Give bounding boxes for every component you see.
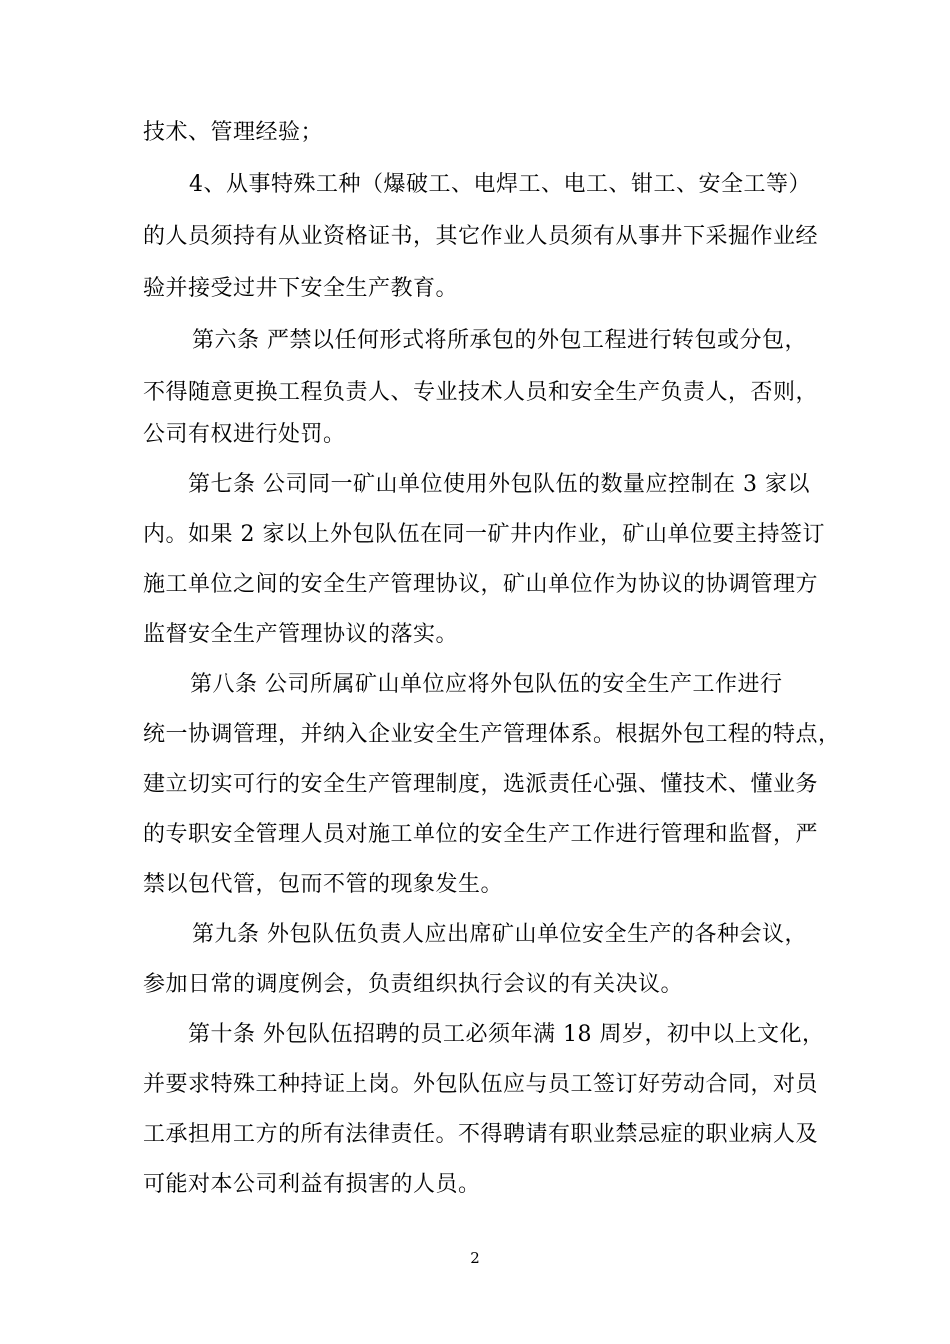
page-number: 2 [470, 1249, 480, 1267]
text-line: 第八条 公司所属矿山单位应将外包队伍的安全生产工作进行 [190, 672, 783, 697]
text-line: 的专职安全管理人员对施工单位的安全生产工作进行管理和监督，严 [143, 822, 819, 847]
text-line: 并要求特殊工种持证上岗。外包队伍应与员工签订好劳动合同，对员 [143, 1072, 819, 1097]
text-line: 第九条 外包队伍负责人应出席矿山单位安全生产的各种会议， [192, 922, 807, 947]
text-line: 可能对本公司利益有损害的人员。 [143, 1172, 481, 1197]
text-line: 4、从事特殊工种（爆破工、电焊工、电工、钳工、安全工等） [189, 172, 811, 197]
text-line: 统一协调管理，并纳入企业安全生产管理体系。根据外包工程的特点， [143, 722, 841, 747]
text-line: 第十条 外包队伍招聘的员工必须年满 18 周岁，初中以上文化， [188, 1022, 825, 1047]
text-line: 不得随意更换工程负责人、专业技术人员和安全生产负责人，否则， [143, 380, 819, 405]
text-line: 的人员须持有从业资格证书，其它作业人员须有从事井下采掘作业经 [143, 224, 819, 249]
text-line: 监督安全生产管理协议的落实。 [143, 622, 459, 647]
text-line: 第七条 公司同一矿山单位使用外包队伍的数量应控制在 3 家以 [188, 472, 810, 497]
text-line: 参加日常的调度例会，负责组织执行会议的有关决议。 [143, 972, 684, 997]
text-line: 建立切实可行的安全生产管理制度，选派责任心强、懂技术、懂业务 [143, 772, 819, 797]
text-line: 技术、管理经验； [143, 120, 324, 145]
text-line: 公司有权进行处罚。 [143, 422, 346, 447]
text-line: 内。如果 2 家以上外包队伍在同一矿井内作业，矿山单位要主持签订 [143, 522, 825, 547]
text-line: 验并接受过井下安全生产教育。 [143, 276, 459, 301]
text-line: 禁以包代管，包而不管的现象发生。 [143, 872, 504, 897]
text-line: 施工单位之间的安全生产管理协议，矿山单位作为协议的协调管理方 [143, 572, 819, 597]
text-line: 第六条 严禁以任何形式将所承包的外包工程进行转包或分包， [192, 328, 807, 353]
text-line: 工承担用工方的所有法律责任。不得聘请有职业禁忌症的职业病人及 [143, 1122, 819, 1147]
